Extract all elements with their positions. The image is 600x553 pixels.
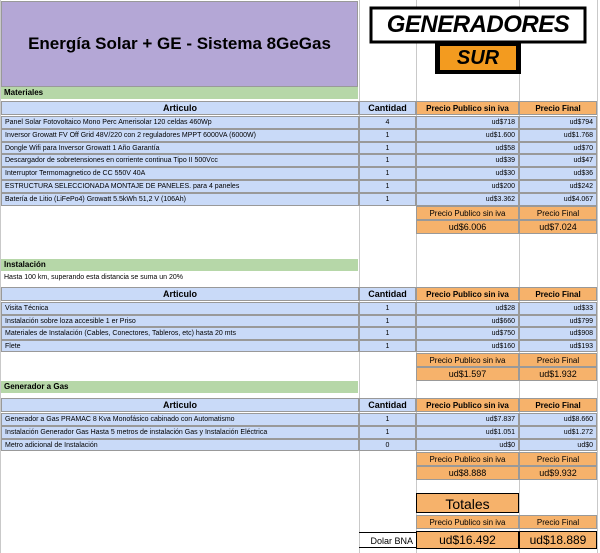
instalacion-note: Hasta 100 km, superando esta distancia se suma un 20%	[4, 274, 183, 281]
table-row-precio-sin-iva: ud$58	[416, 142, 519, 155]
materiales-label-final: Precio Final	[519, 206, 597, 220]
dolar-bna-label: Dolar BNA	[359, 532, 416, 548]
header-cantidad-generador: Cantidad	[359, 398, 416, 412]
header-precio-final-generador: Precio Final	[519, 398, 597, 412]
table-row-articulo: Descargador de sobretensiones en corriente continua Tipo II 500Vcc	[1, 154, 359, 167]
totales-label: Totales	[416, 493, 519, 513]
instalacion-label-final: Precio Final	[519, 353, 597, 367]
table-row-articulo: Panel Solar Fotovoltaico Mono Perc Amerisolar 120 celdas 460Wp	[1, 116, 359, 129]
table-row-cantidad: 1	[359, 154, 416, 167]
section-generador: Generador a Gas	[1, 381, 358, 393]
table-row-cantidad: 1	[359, 129, 416, 142]
table-row-precio-final: ud$47	[519, 154, 597, 167]
header-cantidad-instalacion: Cantidad	[359, 287, 416, 301]
table-row-precio-final: ud$1.768	[519, 129, 597, 142]
table-row-articulo: Instalación sobre loza accesible 1 er Priso	[1, 315, 359, 328]
table-row-precio-final: ud$33	[519, 302, 597, 315]
logo-text-top: GENERADORES	[386, 11, 570, 38]
table-row-articulo: ESTRUCTURA SELECCIONADA MONTAJE DE PANELES. para 4 paneles	[1, 180, 359, 193]
table-row-cantidad: 1	[359, 340, 416, 353]
table-row-precio-sin-iva: ud$39	[416, 154, 519, 167]
table-row-articulo: Inversor Growatt FV Off Grid 48V/220 con 2 reguladores MPPT 6000VA (6000W)	[1, 129, 359, 142]
table-row-precio-final: ud$908	[519, 327, 597, 340]
table-row-articulo: Dongle Wifi para Inversor Growatt 1 Año Garantía	[1, 142, 359, 155]
logo-text-bottom: SUR	[456, 47, 500, 69]
generador-label-sin-iva: Precio Publico sin iva	[416, 452, 519, 466]
generador-subtotal-sin-iva: ud$8.888	[416, 466, 519, 480]
table-row-precio-final: ud$0	[519, 439, 597, 452]
table-row-articulo: Flete	[1, 340, 359, 353]
table-row-precio-sin-iva: ud$1.051	[416, 426, 519, 439]
table-row-precio-sin-iva: ud$160	[416, 340, 519, 353]
header-precio-final: Precio Final	[519, 101, 597, 115]
table-row-articulo: Materiales de Instalación (Cables, Conectores, Tableros, etc) hasta 20 mts	[1, 327, 359, 340]
table-row-precio-final: ud$794	[519, 116, 597, 129]
total-sin-iva: ud$16.492	[416, 531, 519, 549]
title-cell	[1, 1, 358, 87]
materiales-subtotal-final: ud$7.024	[519, 220, 597, 234]
table-row-precio-sin-iva: ud$28	[416, 302, 519, 315]
header-articulo-generador: Articulo	[1, 398, 359, 412]
table-row-precio-final: ud$193	[519, 340, 597, 353]
table-row-articulo: Generador a Gas PRAMAC 8 Kva Monofásico cabinado con Automatismo	[1, 413, 359, 426]
table-row-precio-sin-iva: ud$718	[416, 116, 519, 129]
table-row-precio-final: ud$36	[519, 167, 597, 180]
table-row-articulo: Interruptor Termomagnetico de CC 550V 40A	[1, 167, 359, 180]
table-row-cantidad: 1	[359, 413, 416, 426]
totales-label-sin-iva: Precio Publico sin iva	[416, 515, 519, 529]
instalacion-subtotal-final: ud$1.932	[519, 367, 597, 381]
table-row-cantidad: 1	[359, 302, 416, 315]
header-precio-sin-iva-generador: Precio Publico sin iva	[416, 398, 519, 412]
table-row-precio-final: ud$4.067	[519, 193, 597, 206]
table-row-precio-sin-iva: ud$30	[416, 167, 519, 180]
table-row-precio-sin-iva: ud$7.837	[416, 413, 519, 426]
table-row-precio-sin-iva: ud$660	[416, 315, 519, 328]
instalacion-label-sin-iva: Precio Publico sin iva	[416, 353, 519, 367]
header-cantidad: Cantidad	[359, 101, 416, 115]
section-instalacion: Instalación	[1, 259, 358, 271]
total-final: ud$18.889	[519, 531, 597, 549]
table-row-cantidad: 1	[359, 426, 416, 439]
table-row-precio-sin-iva: ud$1.600	[416, 129, 519, 142]
table-row-precio-final: ud$8.660	[519, 413, 597, 426]
table-row-precio-sin-iva: ud$200	[416, 180, 519, 193]
table-row-precio-sin-iva: ud$0	[416, 439, 519, 452]
table-row-cantidad: 4	[359, 116, 416, 129]
totales-label-final: Precio Final	[519, 515, 597, 529]
table-row-precio-final: ud$1.272	[519, 426, 597, 439]
logo	[365, 6, 591, 78]
table-row-cantidad: 1	[359, 315, 416, 328]
table-row-precio-sin-iva: ud$3.362	[416, 193, 519, 206]
table-row-precio-final: ud$799	[519, 315, 597, 328]
generador-label-final: Precio Final	[519, 452, 597, 466]
header-precio-sin-iva: Precio Publico sin iva	[416, 101, 519, 115]
header-articulo: Articulo	[1, 101, 359, 115]
table-row-cantidad: 1	[359, 193, 416, 206]
table-row-precio-sin-iva: ud$750	[416, 327, 519, 340]
table-row-precio-final: ud$70	[519, 142, 597, 155]
table-row-cantidad: 0	[359, 439, 416, 452]
table-row-precio-final: ud$242	[519, 180, 597, 193]
materiales-label-sin-iva: Precio Publico sin iva	[416, 206, 519, 220]
table-row-cantidad: 1	[359, 167, 416, 180]
table-row-articulo: Batería de Litio (LiFePo4) Growatt 5.5kWh 51,2 V (106Ah)	[1, 193, 359, 206]
header-precio-sin-iva-instalacion: Precio Publico sin iva	[416, 287, 519, 301]
generador-subtotal-final: ud$9.932	[519, 466, 597, 480]
table-row-cantidad: 1	[359, 180, 416, 193]
header-articulo-instalacion: Articulo	[1, 287, 359, 301]
table-row-cantidad: 1	[359, 327, 416, 340]
table-row-articulo: Visita Técnica	[1, 302, 359, 315]
table-row-cantidad: 1	[359, 142, 416, 155]
materiales-subtotal-sin-iva: ud$6.006	[416, 220, 519, 234]
table-row-articulo: Metro adicional de Instalación	[1, 439, 359, 452]
page-title: Energía Solar + GE - Sistema 8GeGas	[28, 34, 331, 53]
table-row-articulo: Instalación Generador Gas Hasta 5 metros de instalación Gas y Instalación Eléctrica	[1, 426, 359, 439]
instalacion-subtotal-sin-iva: ud$1.597	[416, 367, 519, 381]
section-materiales: Materiales	[1, 87, 358, 99]
header-precio-final-instalacion: Precio Final	[519, 287, 597, 301]
